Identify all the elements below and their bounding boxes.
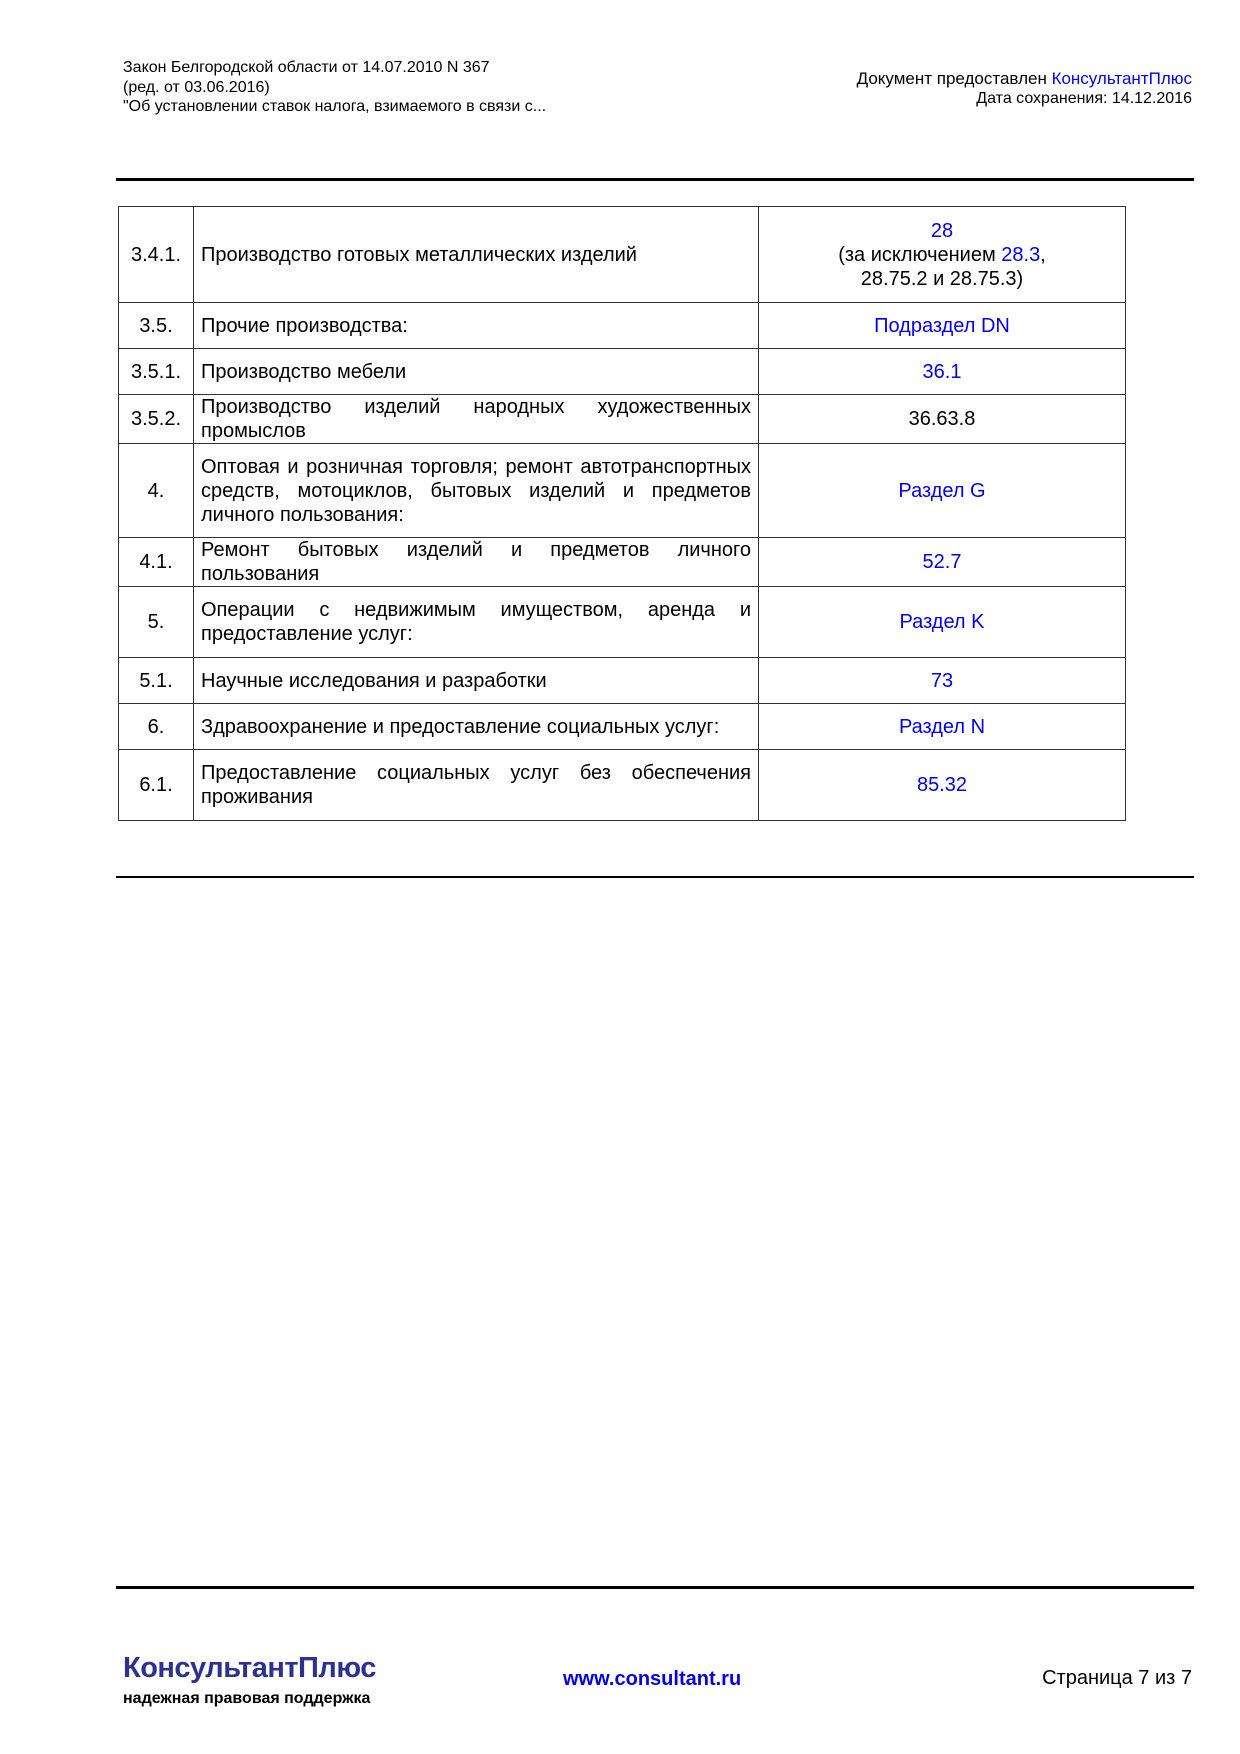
okved-code-cell — [759, 444, 1126, 538]
code-link[interactable]: Раздел N — [898, 715, 986, 738]
okved-code-cell — [759, 349, 1126, 395]
provided-by-label: Документ предоставлен — [856, 69, 1052, 88]
code-link[interactable]: 36.1 — [922, 360, 962, 383]
okved-code-cell — [759, 395, 1126, 444]
consultant-plus-link[interactable]: КонсультантПлюс — [1051, 69, 1192, 88]
code-link[interactable]: Раздел K — [899, 611, 985, 633]
row-number: 5.1. — [119, 658, 194, 704]
activity-description: Производство готовых металлических изделий — [194, 207, 759, 303]
table-row — [119, 704, 1126, 750]
code-link[interactable]: 52.7 — [922, 551, 962, 573]
okved-code-cell — [759, 587, 1126, 658]
table-row — [119, 349, 1126, 395]
save-date: Дата сохранения: 14.12.2016 — [976, 89, 1192, 107]
activity-description: Прочие производства: — [194, 303, 759, 349]
okved-code-cell — [759, 303, 1126, 349]
row-number: 3.5.1. — [119, 349, 194, 395]
row-number: 4.1. — [119, 538, 194, 587]
code-link[interactable]: 28 — [930, 219, 954, 242]
table-row — [119, 658, 1126, 704]
okved-code-cell — [759, 538, 1126, 587]
okved-code-cell — [759, 658, 1126, 704]
activity-description: Производство мебели — [194, 349, 759, 395]
header-divider — [116, 178, 1194, 181]
table-row — [119, 303, 1126, 349]
law-subject: "Об установлении ставок налога, взимаемого в связи с... — [123, 98, 547, 115]
table-row — [119, 207, 1126, 303]
row-number: 3.5. — [119, 303, 194, 349]
activity-description: Предоставление социальных услуг без обеспечения проживания — [194, 750, 759, 821]
table-row — [119, 750, 1126, 821]
row-number: 6. — [119, 704, 194, 750]
row-number: 5. — [119, 587, 194, 658]
okved-code-cell — [759, 207, 1126, 303]
activity-description: Здравоохранение и предоставление социальных услуг: — [194, 704, 759, 750]
logo-tagline: надежная правовая поддержка — [123, 1690, 371, 1707]
content-end-divider — [116, 876, 1194, 878]
activity-description: Оптовая и розничная торговля; ремонт автотранспортных средств, мотоциклов, бытовых изделий и предметов личного пользования: — [194, 444, 759, 538]
code-link[interactable]: 73 — [930, 669, 954, 692]
footer-divider — [116, 1586, 1194, 1589]
activity-codes-table — [118, 206, 1126, 821]
code-text: 36.63.8 — [908, 408, 976, 430]
table-row — [119, 587, 1126, 658]
document-header-left — [123, 58, 546, 117]
table-row — [119, 444, 1126, 538]
activity-description: Операции с недвижимым имуществом, аренда и предоставление услуг: — [194, 587, 759, 658]
page-number: Страница 7 из 7 — [1042, 1667, 1192, 1689]
row-number: 6.1. — [119, 750, 194, 821]
activity-description: Научные исследования и разработки — [194, 658, 759, 704]
table-row — [119, 538, 1126, 587]
row-number: 3.4.1. — [119, 207, 194, 303]
law-title: Закон Белгородской области от 14.07.2010 N 367 — [123, 59, 490, 76]
row-number: 4. — [119, 444, 194, 538]
table-row — [119, 395, 1126, 444]
okved-code-cell — [759, 704, 1126, 750]
website-link[interactable]: www.consultant.ru — [563, 1668, 742, 1690]
code-text: , 28.75.2 и 28.75.3) — [860, 243, 1046, 290]
activity-description: Ремонт бытовых изделий и предметов личного пользования — [194, 538, 759, 587]
activity-description: Производство изделий народных художественных промыслов — [194, 395, 759, 444]
revision-date: (ред. от 03.06.2016) — [123, 78, 270, 96]
code-link[interactable]: Подраздел DN — [874, 314, 1010, 337]
code-link[interactable]: Раздел G — [898, 479, 986, 502]
consultant-plus-logo: КонсультантПлюс — [123, 1652, 376, 1684]
row-number: 3.5.2. — [119, 395, 194, 444]
code-link[interactable]: 28.3 — [1001, 243, 1041, 266]
okved-code-cell — [759, 750, 1126, 821]
code-text: (за исключением — [838, 243, 996, 266]
code-link[interactable]: 85.32 — [916, 774, 968, 796]
document-header-right — [857, 69, 1192, 108]
